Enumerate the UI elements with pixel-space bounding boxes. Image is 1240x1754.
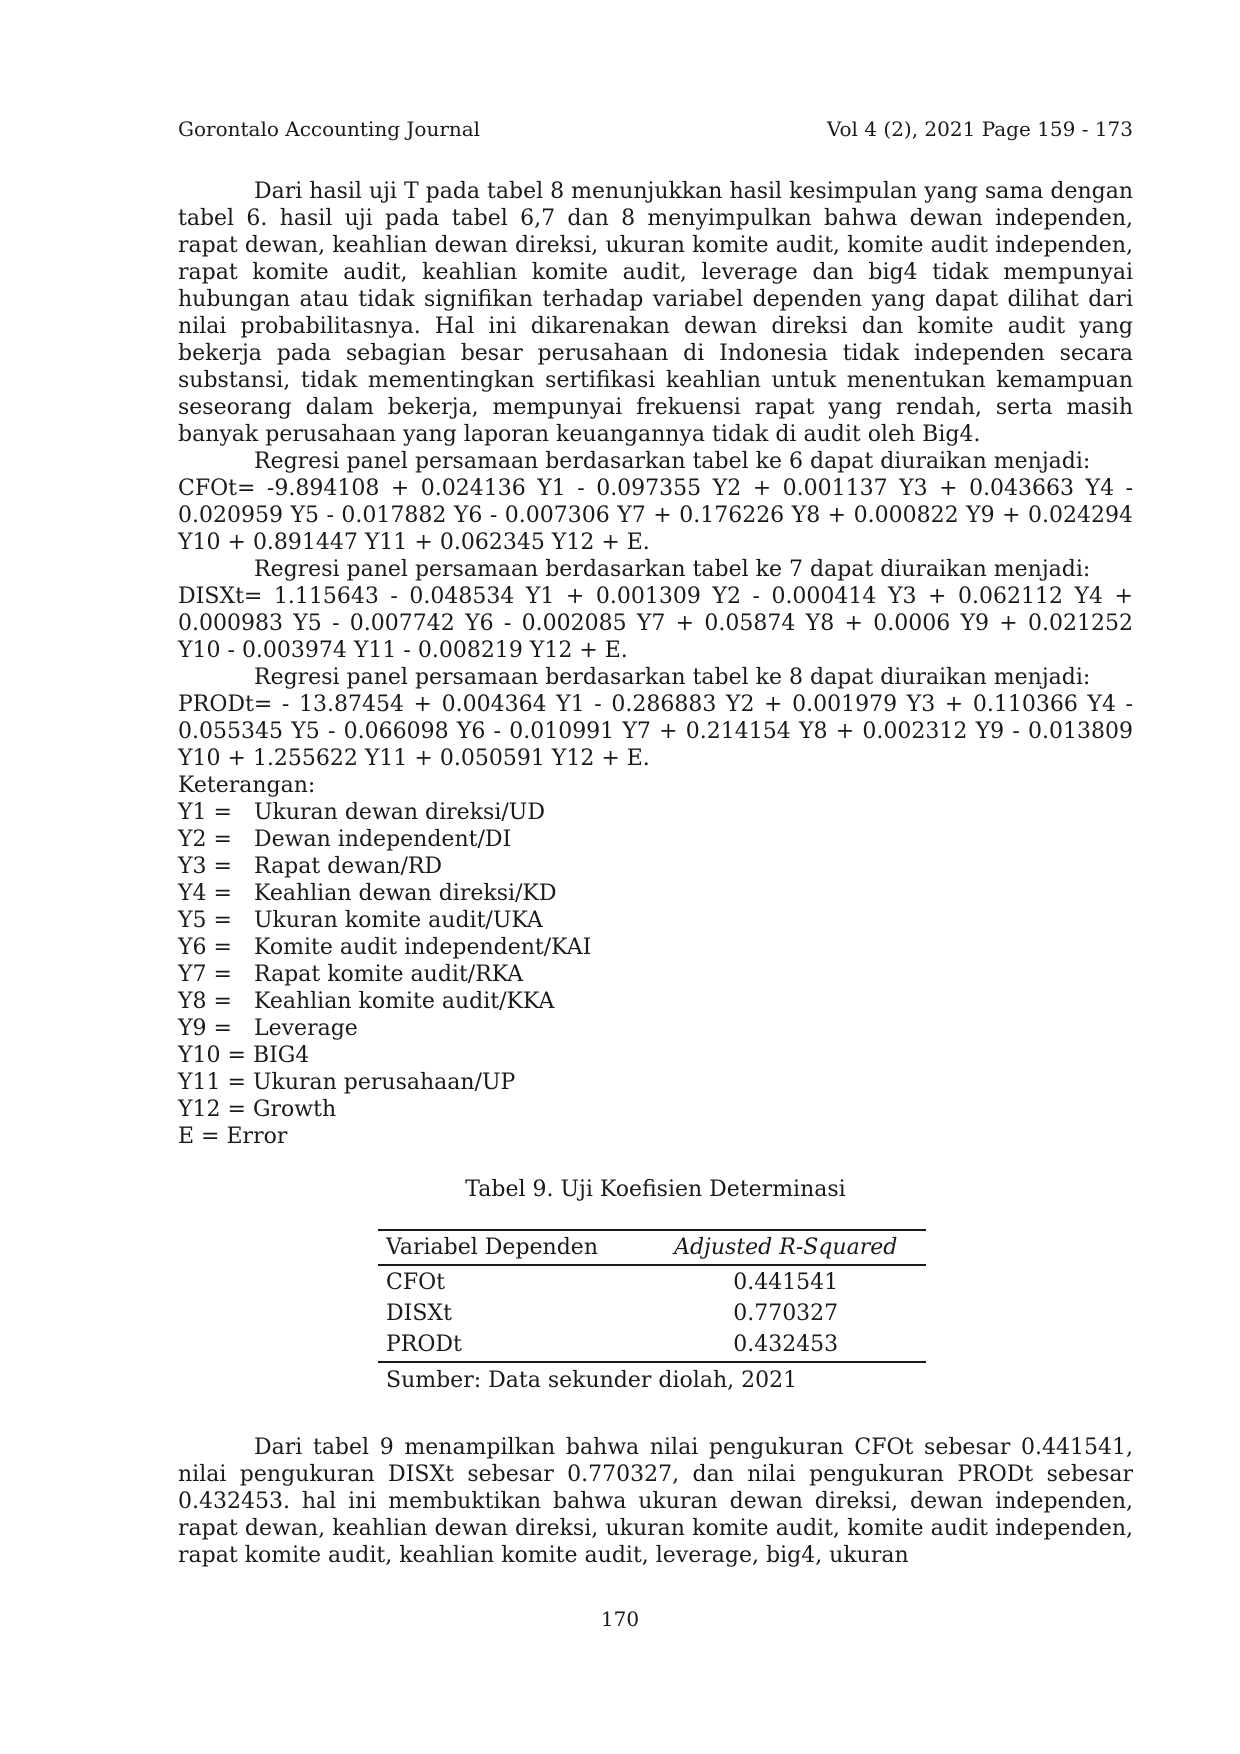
regression-1-intro: Regresi panel persamaan berdasarkan tabel ke 6 dapat diuraikan menjadi:: [254, 449, 1091, 474]
regression-2-equation: DISXt= 1.115643 - 0.048534 Y1 + 0.001309 Y2 - 0.000414 Y3 + 0.062112 Y4 + 0.000983 Y5 - 0.007742 Y6 - 0.002085 Y7 + 0.05874 Y8 + 0.0006 Y9 + 0.021252 Y10 - 0.003974 Y11 - 0.008219 Y12 + E.: [178, 584, 1133, 663]
legend-text: Rapat dewan/RD: [254, 854, 443, 879]
paragraph-interpretation: Dari tabel 9 menampilkan bahwa nilai pengukuran CFOt sebesar 0.441541, nilai pengukuran DISXt sebesar 0.770327, dan nilai pengukuran PRODt sebesar 0.432453. hal ini membuktikan bahwa ukuran dewan direksi, dewan independen, rapat dewan, keahlian dewan direksi, ukuran komite audit, komite audit independen, rapat komite audit, keahlian komite audit, leverage, big4, ukuran: [178, 1435, 1133, 1568]
legend-item: [178, 961, 1133, 988]
legend-item: [178, 988, 1133, 1015]
legend-text: Leverage: [254, 1016, 358, 1041]
header-dependent-variable: Variabel Dependen: [378, 1230, 645, 1265]
legend-code: Y11 =: [178, 1070, 246, 1095]
paragraph-conclusion: Dari hasil uji T pada tabel 8 menunjukkan hasil kesimpulan yang sama dengan tabel 6. hasil uji pada tabel 6,7 dan 8 menyimpulkan bahwa dewan independen, rapat dewan, keahlian dewan direksi, ukuran komite audit, komite audit independen, rapat komite audit, keahlian komite audit, leverage dan big4 tidak mempunyai hubungan atau tidak signifikan terhadap variabel dependen yang dapat dilihat dari nilai probabilitasnya. Hal ini dikarenakan dewan direksi dan komite audit yang bekerja pada sebagian besar perusahaan di Indonesia tidak independen secara substansi, tidak mementingkan sertifikasi keahlian untuk menentukan kemampuan seseorang dalam bekerja, mempunyai frekuensi rapat yang rendah, serta masih banyak perusahaan yang laporan keuangannya tidak di audit oleh Big4.: [178, 179, 1133, 447]
journal-name: Gorontalo Accounting Journal: [178, 117, 481, 141]
table-row: [378, 1265, 926, 1297]
legend-text: Error: [226, 1124, 288, 1149]
table-row: [378, 1328, 926, 1362]
legend-item: [178, 1015, 1133, 1042]
legend-item: [178, 1042, 1133, 1069]
table-cell-value: 0.432453: [645, 1328, 926, 1362]
legend-title: Keterangan:: [178, 773, 316, 798]
determination-table: [378, 1229, 926, 1363]
legend-code: Y7 =: [178, 962, 232, 987]
legend-item: [178, 880, 1133, 907]
legend-item: [178, 1069, 1133, 1096]
table-cell-variable: DISXt: [386, 1301, 452, 1326]
legend-text: Keahlian komite audit/KKA: [254, 989, 555, 1014]
legend-code: Y4 =: [178, 881, 232, 906]
legend-code: Y10 =: [178, 1043, 246, 1068]
legend-item: [178, 934, 1133, 961]
legend-code: Y9 =: [178, 1016, 232, 1041]
legend-code: Y6 =: [178, 935, 232, 960]
header-adjusted-r-squared: Adjusted R-Squared: [645, 1230, 926, 1265]
legend-text: Ukuran dewan direksi/UD: [254, 800, 545, 825]
legend-code: Y3 =: [178, 854, 232, 879]
legend-code: Y1 =: [178, 800, 232, 825]
table-header-row: [378, 1230, 926, 1265]
table-source-note: Sumber: Data sekunder diolah, 2021: [386, 1368, 798, 1393]
volume-info: Vol 4 (2), 2021 Page 159 - 173: [826, 117, 1133, 141]
legend-code: Y12 =: [178, 1097, 246, 1122]
legend-item: [178, 907, 1133, 934]
legend-text: Keahlian dewan direksi/KD: [254, 881, 557, 906]
body-text: [178, 178, 1133, 1569]
legend-code: E =: [178, 1124, 220, 1149]
legend-text: Dewan independent/DI: [254, 827, 512, 852]
legend-code: Y2 =: [178, 827, 232, 852]
legend-text: Growth: [252, 1097, 337, 1122]
table-cell-value: 0.441541: [733, 1270, 839, 1295]
legend-item: [178, 1123, 1133, 1150]
table-cell-variable: CFOt: [386, 1270, 445, 1295]
legend-text: Komite audit independent/KAI: [254, 935, 592, 960]
table-cell-variable: PRODt: [378, 1328, 645, 1362]
legend-item: [178, 853, 1133, 880]
regression-1-equation: CFOt= -9.894108 + 0.024136 Y1 - 0.097355 Y2 + 0.001137 Y3 + 0.043663 Y4 - 0.020959 Y5 - 0.017882 Y6 - 0.007306 Y7 + 0.176226 Y8 + 0.000822 Y9 + 0.024294 Y10 + 0.891447 Y11 + 0.062345 Y12 + E.: [178, 476, 1133, 555]
legend-item: [178, 799, 1133, 826]
legend-text: Ukuran komite audit/UKA: [254, 908, 543, 933]
variable-legend: [178, 799, 1133, 1150]
legend-text: BIG4: [252, 1043, 310, 1068]
table-row: [378, 1297, 926, 1328]
legend-text: Rapat komite audit/RKA: [254, 962, 524, 987]
regression-3-intro: Regresi panel persamaan berdasarkan tabel ke 8 dapat diuraikan menjadi:: [254, 665, 1091, 690]
table-9: [378, 1229, 926, 1394]
legend-code: Y5 =: [178, 908, 232, 933]
legend-text: Ukuran perusahaan/UP: [252, 1070, 516, 1095]
legend-item: [178, 1096, 1133, 1123]
legend-code: Y8 =: [178, 989, 232, 1014]
table-cell-value: 0.770327: [733, 1301, 839, 1326]
legend-item: [178, 826, 1133, 853]
regression-2-intro: Regresi panel persamaan berdasarkan tabel ke 7 dapat diuraikan menjadi:: [254, 557, 1091, 582]
page-number: 170: [600, 1607, 640, 1631]
regression-3-equation: PRODt= - 13.87454 + 0.004364 Y1 - 0.286883 Y2 + 0.001979 Y3 + 0.110366 Y4 - 0.055345 Y5 - 0.066098 Y6 - 0.010991 Y7 + 0.214154 Y8 + 0.002312 Y9 - 0.013809 Y10 + 1.255622 Y11 + 0.050591 Y12 + E.: [178, 692, 1133, 771]
table-9-caption: Tabel 9. Uji Koefisien Determinasi: [465, 1177, 846, 1202]
